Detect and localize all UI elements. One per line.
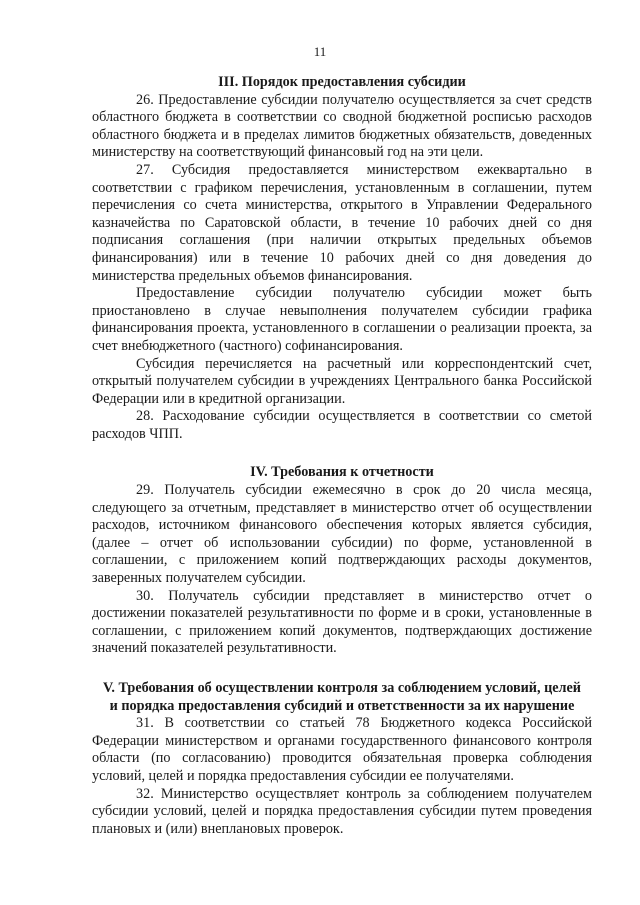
paragraph-27-suspension: Предоставление субсидии получателю субсидии может быть приостановлено в случае невыполнения получателем субсидии графика финансирования проекта, установленного в соглашении о реализации проекта, за счет внебюджетного (частного) софинансирования. bbox=[92, 285, 592, 354]
section-3-heading: III. Порядок предоставления субсидии bbox=[218, 74, 466, 90]
paragraph-28: 28. Расходование субсидии осуществляется в соответствии со сметой расходов ЧПП. bbox=[92, 408, 592, 442]
section-5-heading bbox=[92, 680, 592, 715]
section-5-heading-line-1: V. Требования об осуществлении контроля за соблюдением условий, целей bbox=[103, 680, 581, 696]
paragraph-27-account: Субсидия перечисляется на расчетный или корреспондентский счет, открытый получателем субсидии в учреждениях Центрального банка Российской Федерации или в кредитной организации. bbox=[92, 355, 592, 407]
paragraph-31: 31. В соответствии со статьей 78 Бюджетного кодекса Российской Федерации министерством и органами государственного финансового контроля области (по согласованию) проводится обязательная проверка соблюдения условий, целей и порядка предоставления субсидии ее получателями. bbox=[92, 715, 592, 784]
page-number: 11 bbox=[313, 44, 327, 59]
paragraph-27: 27. Субсидия предоставляется министерством ежеквартально в соответствии с графиком перечисления, установленным в соглашении, путем перечисления со счета министерства, открытого в Управлении Федерального казначейства по Саратовской области, в течение 10 рабочих дней со дня подписания соглашения (при наличии открытых предельных объемов финансирования) или в течение 10 рабочих дней со дня доведения до министерства предельных объемов финансирования. bbox=[92, 161, 592, 284]
section-5-heading-line-2: и порядка предоставления субсидий и ответственности за их нарушение bbox=[109, 697, 575, 714]
paragraph-26: 26. Предоставление субсидии получателю осуществляется за счет средств областного бюджета в соответствии со сводной бюджетной росписью расходов областного бюджета и в пределах лимитов бюджетных обязательств, доведенных министерству на соответствующий финансовый год на эти цели. bbox=[92, 91, 592, 161]
paragraph-32: 32. Министерство осуществляет контроль за соблюдением получателем субсидии условий, целей и порядка предоставления субсидии путем проведения плановых и (или) внеплановых проверок. bbox=[92, 785, 592, 837]
paragraph-29: 29. Получатель субсидии ежемесячно в срок до 20 числа месяца, следующего за отчетным, представляет в министерство отчет об осуществлении расходов, источником финансового обеспечения которых является субсидия, (далее – отчет об использовании субсидии) по форме, установленной в соглашении, с приложением копий подтверждающих расходы документов, заверенных получателем субсидии. bbox=[92, 482, 592, 587]
section-4-heading: IV. Требования к отчетности bbox=[250, 464, 434, 481]
document-body bbox=[92, 74, 592, 838]
paragraph-30: 30. Получатель субсидии представляет в министерство отчет о достижении показателей результативности по форме и в сроки, установленные в соглашении, с приложением копий документов, подтверждающих достижение значений показателей результативности. bbox=[92, 587, 592, 657]
